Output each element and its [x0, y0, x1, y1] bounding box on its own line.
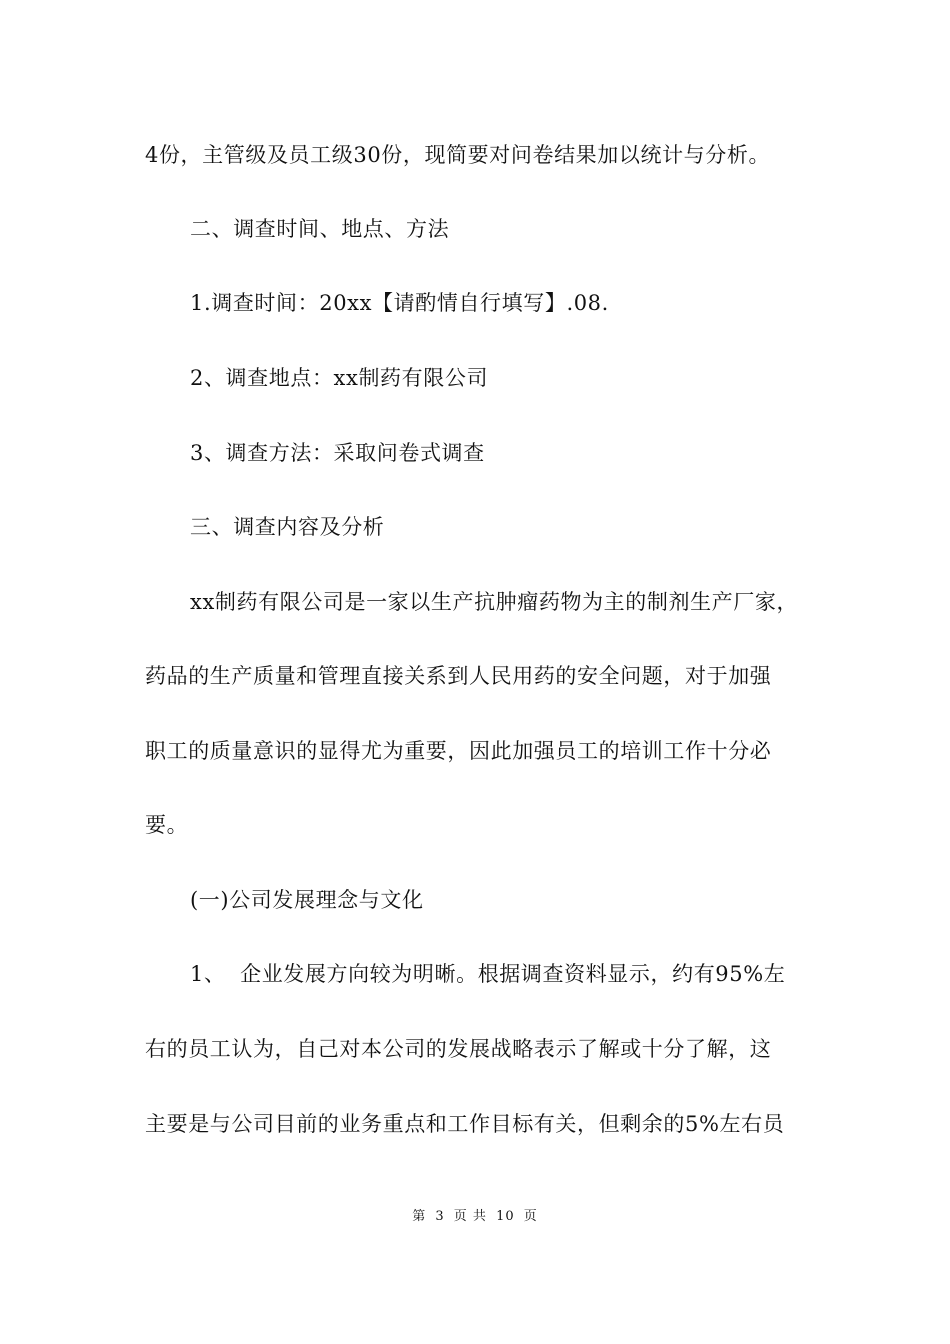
- text-line: 主要是与公司目前的业务重点和工作目标有关，但剩余的5%左右员: [145, 1112, 785, 1136]
- text-line: 1、 企业发展方向较为明晰。根据调查资料显示，约有95%左: [190, 962, 786, 986]
- text-line: xx制药有限公司是一家以生产抗肿瘤药物为主的制剂生产厂家，: [190, 590, 799, 614]
- footer-current-page: 3: [435, 1209, 445, 1224]
- section-heading: 二、调查时间、地点、方法: [190, 217, 450, 241]
- text-line: 1.调查时间：20xx【请酌情自行填写】.08.: [190, 291, 609, 315]
- section-heading: 三、调查内容及分析: [190, 515, 385, 539]
- footer-suffix: 页: [523, 1209, 538, 1224]
- text-line: 要。: [145, 813, 189, 837]
- text-line: 4份，主管级及员工级30份，现简要对问卷结果加以统计与分析。: [145, 143, 771, 167]
- text-line: 职工的质量意识的显得尤为重要，因此加强员工的培训工作十分必: [145, 739, 772, 763]
- text-line: 3、调查方法：采取问卷式调查: [190, 441, 485, 465]
- footer-total-pages: 10: [496, 1209, 515, 1224]
- footer-middle: 页 共: [453, 1209, 487, 1224]
- footer-prefix: 第: [412, 1209, 427, 1224]
- subsection-heading: (一)公司发展理念与文化: [190, 888, 424, 912]
- text-line: 右的员工认为，自己对本公司的发展战略表示了解或十分了解，这: [145, 1037, 772, 1061]
- text-line: 药品的生产质量和管理直接关系到人民用药的安全问题，对于加强: [145, 664, 772, 688]
- page-footer: [0, 1208, 950, 1226]
- text-line: 2、调查地点：xx制药有限公司: [190, 366, 489, 390]
